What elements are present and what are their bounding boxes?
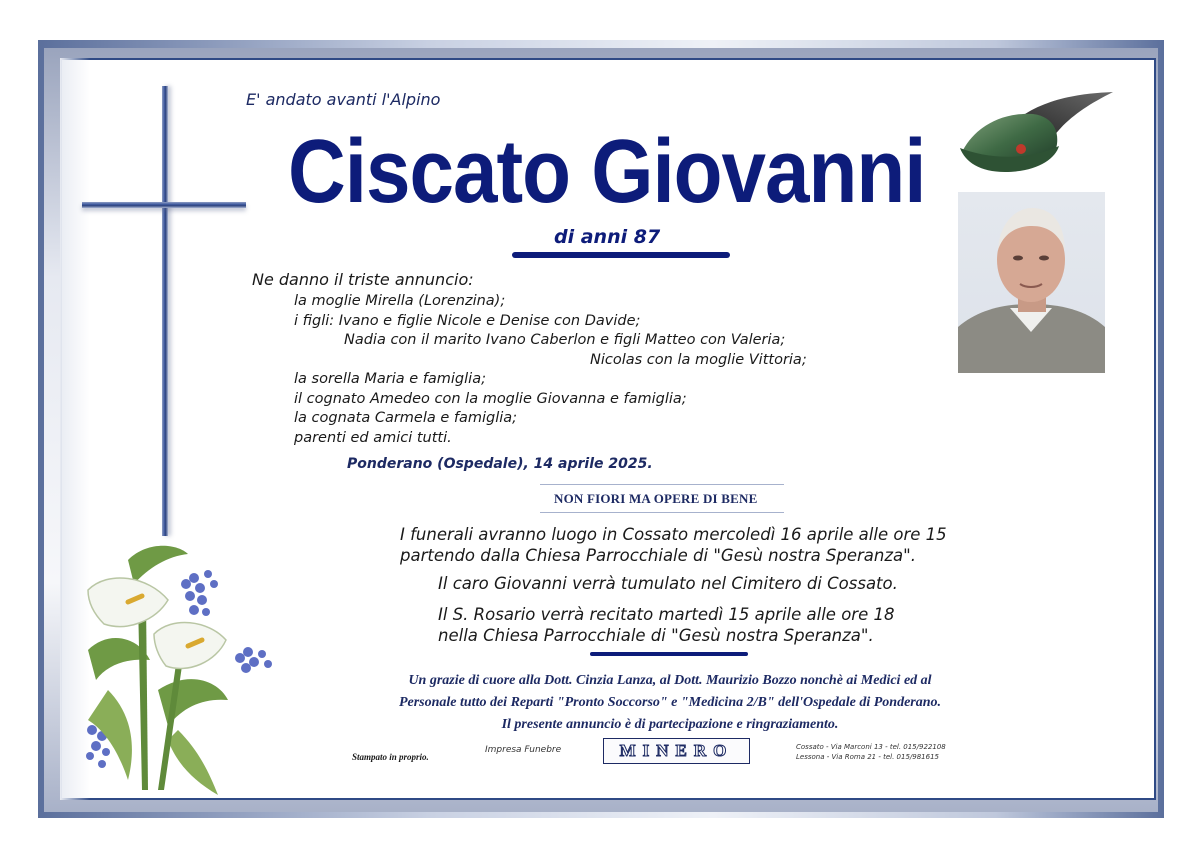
family-line: la sorella Maria e famiglia;: [294, 371, 486, 387]
thanks-block: [340, 670, 1000, 736]
agency-logo-text: MINERO: [619, 741, 734, 760]
funeral-line: Il S. Rosario verrà recitato martedì 15 aprile alle ore 18: [438, 605, 895, 624]
address-line: Lessona - Via Roma 21 - tel. 015/981615: [796, 753, 939, 761]
place-date: Ponderano (Ospedale), 14 aprile 2025.: [347, 456, 653, 472]
alpine-hat-icon: [955, 88, 1120, 178]
cross-arm: [82, 202, 246, 208]
agency-logo: [603, 738, 750, 764]
portrait-photo: [958, 192, 1105, 373]
agency-address: [796, 742, 946, 762]
announcement-lead: Ne danno il triste annuncio:: [252, 270, 474, 289]
section-divider: [590, 652, 748, 656]
family-line: Nadia con il marito Ivano Caberlon e figli Matteo con Valeria;: [344, 332, 786, 348]
family-line: il cognato Amedeo con la moglie Giovanna e famiglia;: [294, 391, 687, 407]
family-line: la moglie Mirella (Lorenzina);: [294, 293, 506, 309]
family-line: la cognata Carmela e famiglia;: [294, 410, 518, 426]
funeral-line: I funerali avranno luogo in Cossato mercoledì 16 aprile alle ore 15: [400, 525, 947, 544]
thanks-line: Un grazie di cuore alla Dott. Cinzia Lanza, al Dott. Maurizio Bozzo nonchè ai Medici ed al: [408, 673, 932, 688]
family-line: Nicolas con la moglie Vittoria;: [590, 352, 807, 368]
printed-note: Stampato in proprio.: [352, 752, 429, 762]
family-line: i figli: Ivano e figlie Nicole e Denise con Davide;: [294, 313, 641, 329]
funeral-line: partendo dalla Chiesa Parrocchiale di "Gesù nostra Speranza".: [400, 546, 916, 565]
notice-rule-top: [540, 484, 784, 485]
age-underline: [512, 252, 730, 258]
family-line: parenti ed amici tutti.: [294, 430, 452, 446]
no-flowers-notice: NON FIORI MA OPERE DI BENE: [554, 491, 758, 506]
funeral-line: Il caro Giovanni verrà tumulato nel Cimitero di Cossato.: [438, 574, 898, 593]
thanks-line: Personale tutto dei Reparti "Pronto Soccorso" e "Medicina 2/B" dell'Ospedale di Ponderano.: [398, 695, 942, 710]
portrait-icon: [958, 192, 1105, 373]
intro-text: E' andato avanti l'Alpino: [246, 90, 441, 109]
thanks-line: Il presente annuncio è di partecipazione e ringraziamento.: [501, 717, 839, 732]
address-line: Cossato - Via Marconi 13 - tel. 015/922108: [796, 743, 946, 751]
calla-lily-bouquet-icon: [68, 540, 298, 800]
notice-rule-bottom: [540, 512, 784, 513]
funeral-line: nella Chiesa Parrocchiale di "Gesù nostra Speranza".: [438, 626, 874, 645]
agency-label: Impresa Funebre: [485, 745, 562, 755]
deceased-name: Ciscato Giovanni: [288, 121, 926, 222]
cross-icon: [162, 86, 168, 536]
age-text: di anni 87: [554, 226, 661, 248]
